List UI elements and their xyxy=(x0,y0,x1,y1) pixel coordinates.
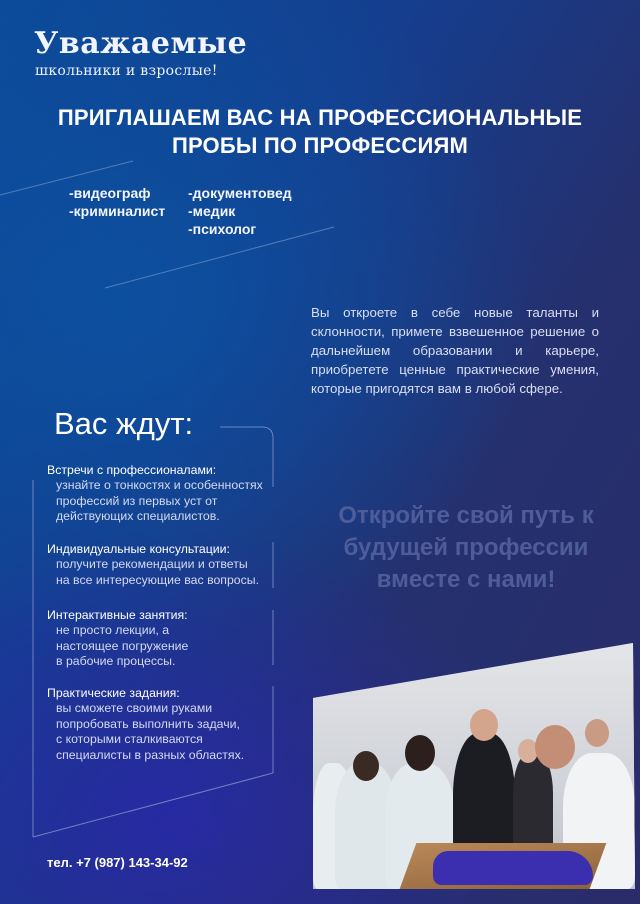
benefit-title: Встречи с профессионалами: xyxy=(47,463,217,477)
benefit-title: Практические задания: xyxy=(47,686,180,700)
cta-line-1: Откройте свой путь к xyxy=(338,502,594,529)
benefit-title: Интерактивные занятия: xyxy=(47,608,188,622)
benefit-text: вы сможете своими руками xyxy=(56,701,213,715)
profession-item: -психолог xyxy=(188,221,257,237)
benefit-text: попробовать выполнить задачи, xyxy=(56,716,240,731)
benefit-item-meetings xyxy=(47,463,277,525)
cta-line-2: будущей профессии xyxy=(343,534,589,561)
waiting-title: Вас ждут: xyxy=(54,406,194,441)
benefit-text: специалисты в разных областях. xyxy=(56,747,245,762)
benefit-item-consultations xyxy=(47,542,277,588)
benefit-text: профессий из первых уст от xyxy=(56,493,218,508)
call-to-action xyxy=(300,500,632,596)
benefit-item-interactive xyxy=(47,608,277,670)
professions-column-1 xyxy=(69,184,165,220)
headline-line-2: ПРОБЫ ПО ПРОФЕССИЯМ xyxy=(171,133,469,158)
benefit-text: на все интересующие вас вопросы. xyxy=(56,572,260,587)
greeting-subtitle: школьники и взрослые! xyxy=(35,63,218,79)
greeting-title: Уважаемые xyxy=(34,26,248,61)
intro-text: Вы откроете в себе новые таланты и склонности, примете взвешенное решение о дальнейшем образовании и карьере, приобретете ценные практические умения, которые пригодятся вам в любой сфере. xyxy=(311,305,599,396)
headline xyxy=(0,104,640,160)
profession-item: -криминалист xyxy=(69,203,166,219)
benefit-text: настоящее погружение xyxy=(56,638,189,653)
profession-item: -медик xyxy=(188,203,236,219)
benefit-text: в рабочие процессы. xyxy=(56,654,176,668)
benefit-item-practical xyxy=(47,686,277,763)
profession-item: -видеограф xyxy=(69,185,151,201)
headline-line-1: ПРИГЛАШАЕМ ВАС НА ПРОФЕССИОНАЛЬНЫЕ xyxy=(57,105,583,130)
contact-phone[interactable]: тел. +7 (987) 143-34-92 xyxy=(47,855,188,870)
benefit-text: не просто лекции, а xyxy=(56,623,170,637)
benefit-title: Индивидуальные консультации: xyxy=(47,542,230,556)
benefit-text: с которыми сталкиваются xyxy=(56,732,203,746)
professions-column-2 xyxy=(188,184,292,238)
benefit-text: получите рекомендации и ответы xyxy=(56,557,248,571)
benefit-text: узнайте о тонкостях и особенностях xyxy=(56,478,263,492)
benefit-text: действующих специалистов. xyxy=(56,509,220,523)
profession-item: -документовед xyxy=(188,185,292,201)
cta-line-3: вместе с нами! xyxy=(376,566,556,593)
